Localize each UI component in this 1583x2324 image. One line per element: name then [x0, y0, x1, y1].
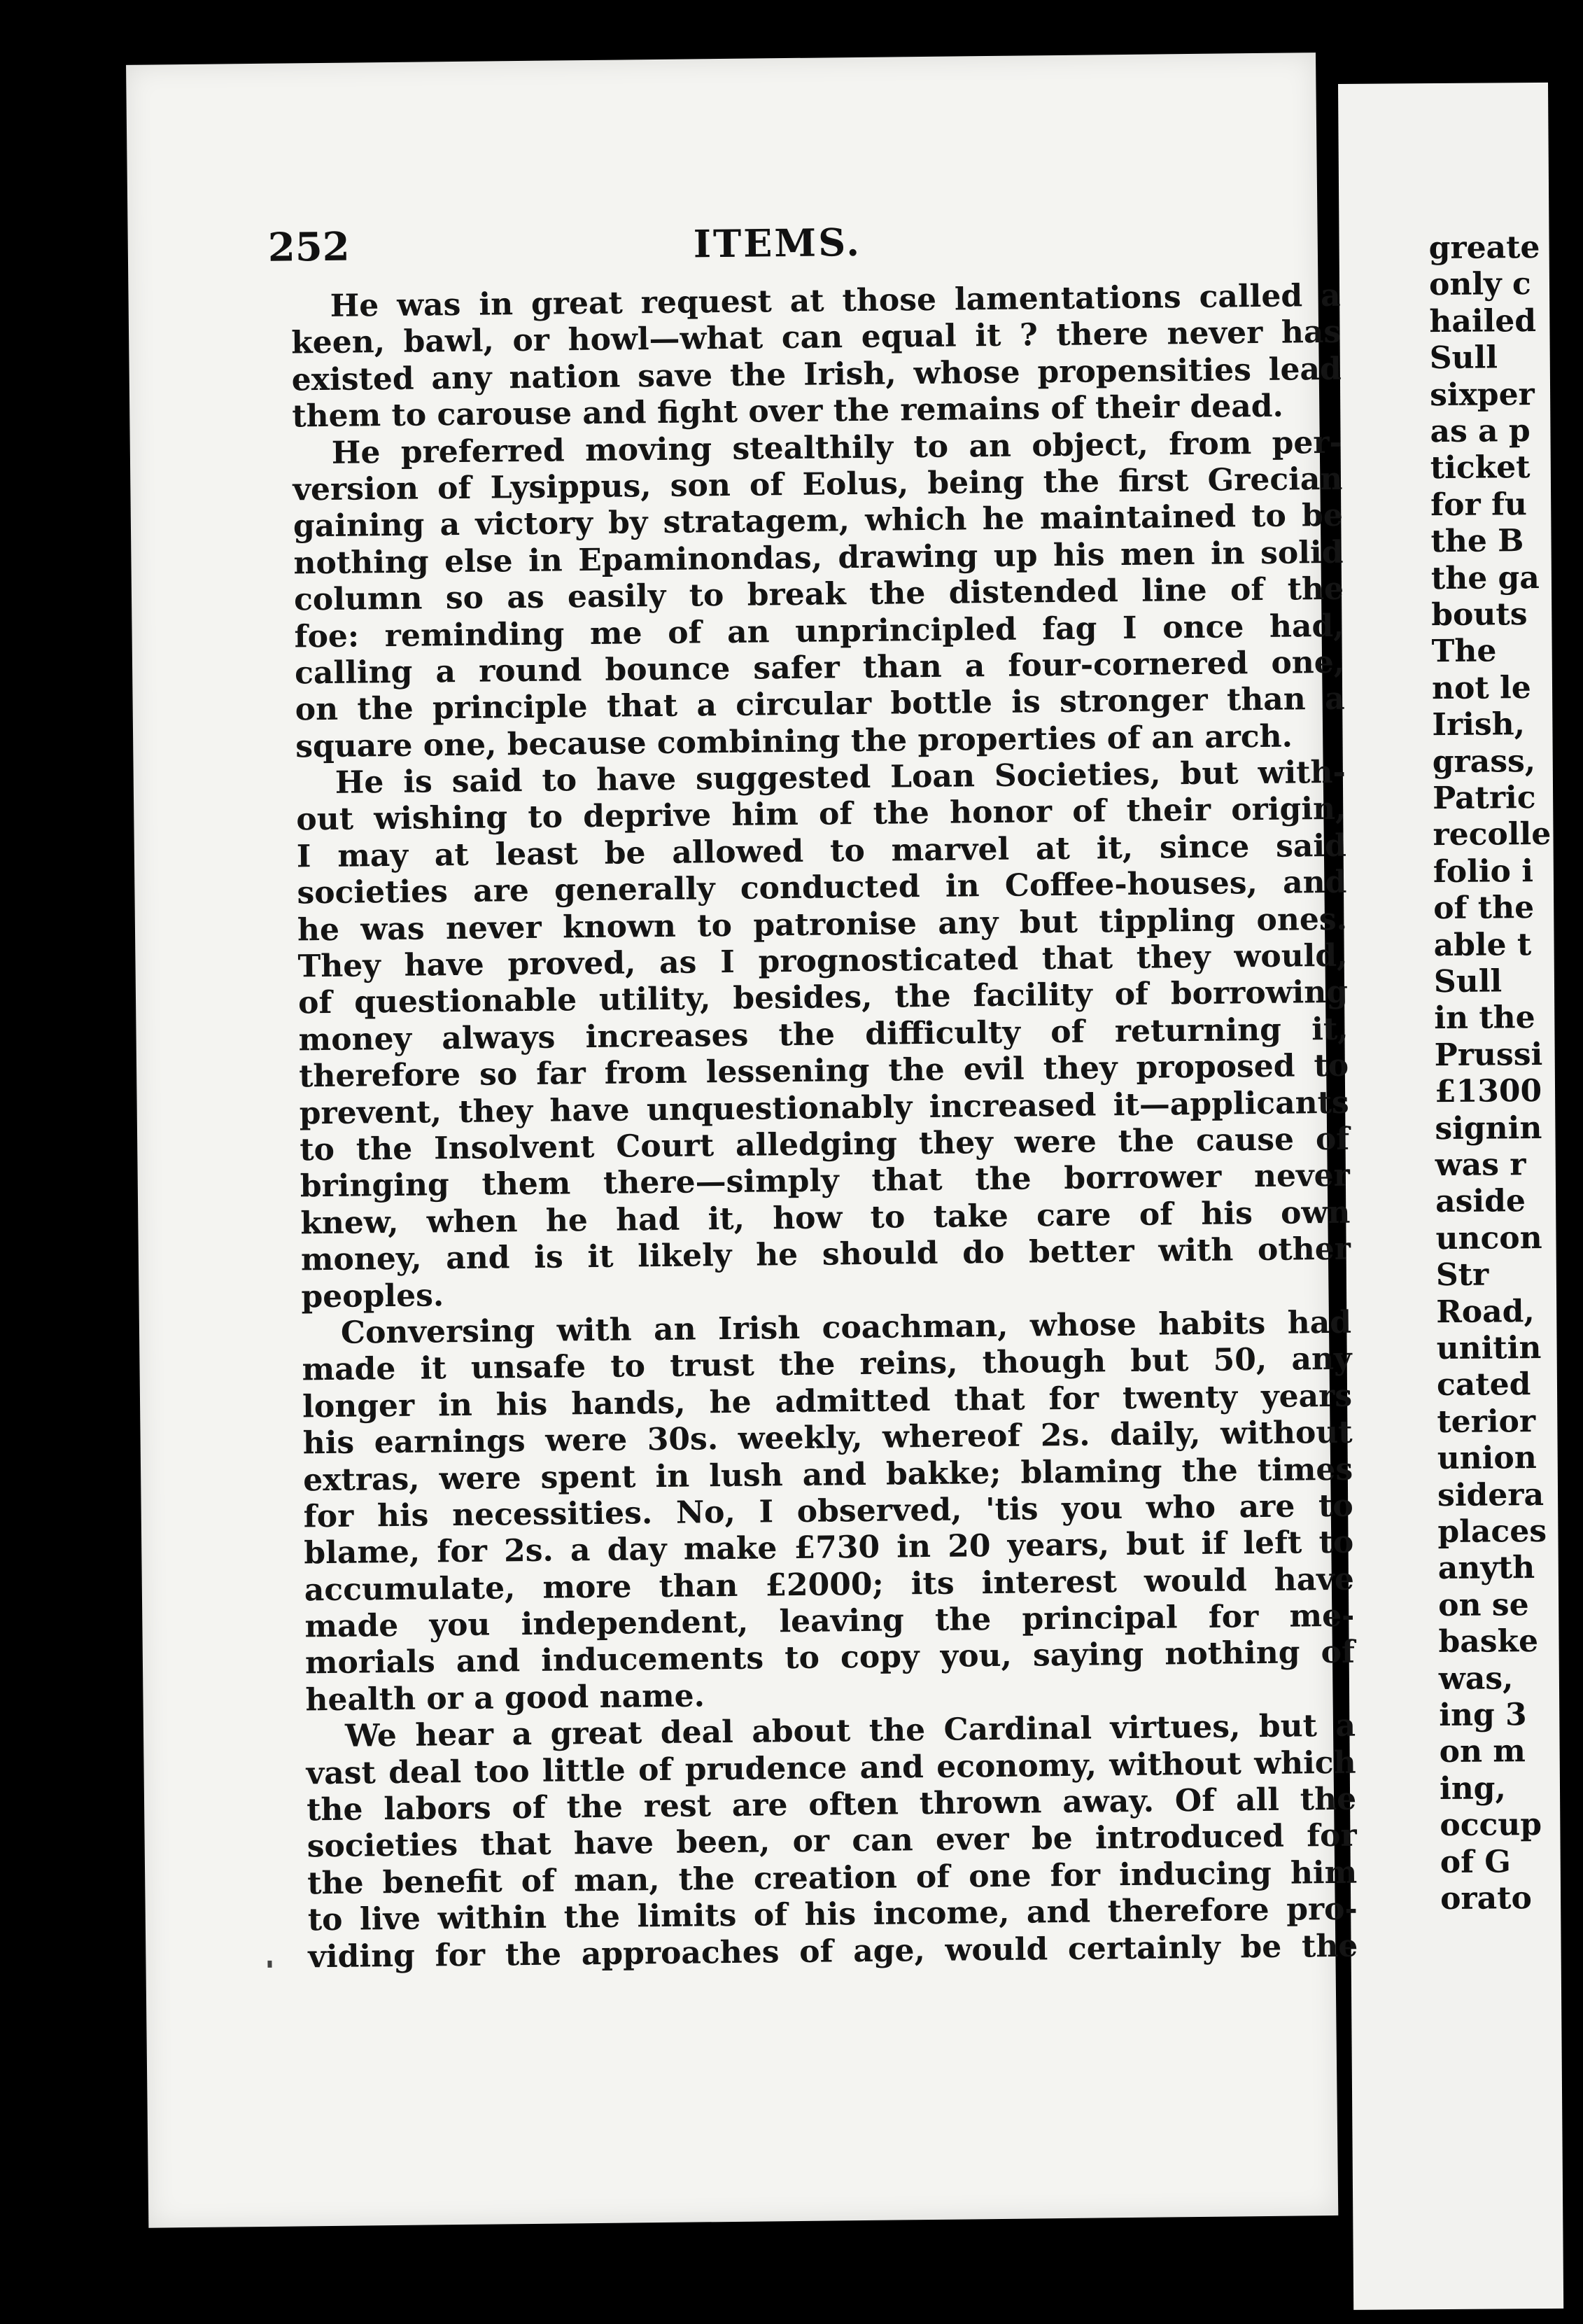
- body-text: [290, 278, 1358, 1976]
- text-line: societies are generally conducted in Coffee-houses, and: [297, 864, 1347, 911]
- text-line: money always increases the difficulty of returning it,: [298, 1011, 1349, 1058]
- page-number: 252: [267, 223, 351, 271]
- adjacent-text-fragment: recolle: [1433, 816, 1552, 853]
- adjacent-text-fragment: Patric: [1432, 780, 1536, 817]
- text-line: his earnings were 30s. weekly, whereof 2s. daily, without: [302, 1414, 1353, 1462]
- text-line: longer in his hands, he admitted that for twenty years: [302, 1378, 1353, 1425]
- text-line: the labors of the rest are often thrown away. Of all the: [306, 1781, 1357, 1828]
- adjacent-text-fragment: was,: [1438, 1660, 1514, 1697]
- adjacent-text-fragment: hailed: [1429, 302, 1537, 340]
- text-line: to live within the limits of his income, and therefore pro-: [307, 1891, 1358, 1938]
- adjacent-text-fragment: grass,: [1432, 743, 1536, 780]
- ink-speck: [267, 1961, 272, 1968]
- adjacent-text-fragment: for fu: [1430, 486, 1528, 523]
- text-line: nothing else in Epaminondas, drawing up his men in solid: [293, 534, 1344, 582]
- adjacent-text-fragment: ticket: [1430, 449, 1531, 486]
- adjacent-text-fragment: orato: [1440, 1880, 1532, 1917]
- text-line: to the Insolvent Court alledging they were the cause of: [300, 1121, 1350, 1168]
- text-line: made it unsafe to trust the reins, though but 50, any: [302, 1340, 1352, 1388]
- adjacent-text-fragment: cated: [1436, 1366, 1531, 1404]
- adjacent-text-fragment: greate: [1428, 229, 1540, 267]
- text-line: keen, bawl, or howl—what can equal it ? there never has: [290, 314, 1342, 361]
- adjacent-text-fragment: signin: [1435, 1110, 1542, 1147]
- text-line: knew, when he had it, how to take care of his own: [300, 1194, 1351, 1242]
- adjacent-text-fragment: ing,: [1439, 1770, 1506, 1807]
- text-line: He was in great request at those lamentations called a: [330, 277, 1341, 324]
- adjacent-text-fragment: on m: [1439, 1733, 1526, 1770]
- text-line: morials and inducements to copy you, saying nothing of: [304, 1634, 1356, 1681]
- adjacent-page: [1338, 83, 1563, 2310]
- adjacent-text-fragment: union: [1437, 1440, 1537, 1477]
- adjacent-text-fragment: sixper: [1429, 376, 1535, 413]
- text-line: accumulate, more than £2000; its interest would have: [304, 1561, 1355, 1609]
- adjacent-text-fragment: occup: [1440, 1807, 1542, 1844]
- adjacent-text-fragment: was r: [1435, 1147, 1526, 1184]
- book-page: [126, 52, 1358, 2228]
- running-head: ITEMS.: [693, 219, 862, 267]
- adjacent-text-fragment: of the: [1433, 890, 1535, 927]
- text-line: health or a good name.: [305, 1678, 705, 1718]
- text-line: for his necessities. No, I observed, 'tis you who are to: [303, 1488, 1353, 1535]
- adjacent-text-fragment: the ga: [1430, 559, 1540, 596]
- text-line: bringing them there—simply that the borrower never: [300, 1158, 1351, 1205]
- text-line: foe: reminding me of an unprincipled fag I once had,: [294, 608, 1344, 654]
- text-line: version of Lysippus, son of Eolus, being the first Grecian: [293, 461, 1343, 508]
- adjacent-text-fragment: Prussi: [1434, 1036, 1543, 1073]
- text-line: them to carouse and fight over the remains of their dead.: [292, 388, 1284, 435]
- adjacent-text-fragment: Str: [1435, 1256, 1489, 1294]
- text-line: blame, for 2s. a day make £730 in 20 years, but if left to: [304, 1524, 1354, 1572]
- text-line: societies that have been, or can ever be introduced for: [307, 1818, 1357, 1865]
- adjacent-text-fragment: anyth: [1437, 1550, 1535, 1587]
- adjacent-text-fragment: The: [1431, 633, 1497, 670]
- adjacent-text-fragment: unitin: [1436, 1330, 1542, 1367]
- adjacent-text-fragment: uncon: [1435, 1219, 1542, 1256]
- text-line: viding for the approaches of age, would certainly be the: [308, 1928, 1358, 1975]
- text-line: of questionable utility, besides, the facility of borrowing: [297, 974, 1349, 1021]
- text-line: They have proved, as I prognosticated that they would,: [297, 937, 1348, 985]
- text-line: out wishing to deprive him of the honor of their origin,: [296, 791, 1346, 838]
- text-line: money, and is it likely he should do better with other: [300, 1231, 1351, 1278]
- text-line: He is said to have suggested Loan Societies, but with-: [335, 754, 1346, 801]
- adjacent-text-fragment: of G: [1440, 1843, 1512, 1880]
- adjacent-text-fragment: not le: [1431, 669, 1531, 706]
- text-line: column so as easily to break the distended line of the: [293, 570, 1344, 618]
- adjacent-text-fragment: the B: [1430, 523, 1524, 560]
- text-line: he was never known to patronise any but tippling ones.: [297, 901, 1348, 948]
- text-line: square one, because combining the properties of an arch.: [295, 718, 1293, 765]
- text-line: Conversing with an Irish coachman, whose habits had: [340, 1304, 1352, 1351]
- adjacent-text-fragment: sidera: [1437, 1476, 1545, 1513]
- adjacent-text-fragment: places: [1437, 1513, 1547, 1550]
- adjacent-text-fragment: baske: [1438, 1623, 1539, 1660]
- adjacent-text-fragment: Road,: [1436, 1293, 1535, 1330]
- text-line: gaining a victory by stratagem, which he maintained to be: [293, 498, 1344, 545]
- text-line: made you independent, leaving the principal for me-: [304, 1597, 1355, 1645]
- text-line: We hear a great deal about the Cardinal virtues, but a: [344, 1707, 1356, 1754]
- adjacent-text-fragment: terior: [1437, 1403, 1536, 1440]
- text-line: prevent, they have unquestionably increased it—applicants: [299, 1084, 1349, 1131]
- adjacent-text-fragment: Sull: [1433, 963, 1503, 1000]
- text-line: therefore so far from lessening the evil they proposed to: [298, 1047, 1349, 1095]
- adjacent-text-fragment: able t: [1433, 926, 1532, 963]
- adjacent-text-fragment: ing 3: [1439, 1697, 1527, 1734]
- text-line: I may at least be allowed to marvel at it, since said: [296, 827, 1347, 875]
- adjacent-text-fragment: in the: [1434, 1000, 1535, 1037]
- text-line: He preferred moving stealthily to an object, from per-: [331, 424, 1343, 471]
- text-line: on the principle that a circular bottle is stronger than a: [295, 681, 1345, 728]
- text-line: peoples.: [301, 1277, 444, 1315]
- text-line: the benefit of man, the creation of one for inducing him: [307, 1854, 1358, 1902]
- adjacent-text-fragment: on se: [1437, 1586, 1529, 1623]
- adjacent-text-fragment: as a p: [1430, 413, 1531, 450]
- text-line: calling a round bounce safer than a four-cornered one,: [294, 644, 1345, 692]
- text-line: vast deal too little of prudence and economy, without which: [306, 1744, 1356, 1791]
- adjacent-text-fragment: folio i: [1433, 853, 1534, 890]
- text-line: existed any nation save the Irish, whose propensities lead: [291, 351, 1342, 398]
- adjacent-text-fragment: Sull: [1429, 340, 1498, 377]
- adjacent-text-fragment: £1300: [1434, 1073, 1542, 1110]
- adjacent-text-fragment: bouts: [1431, 596, 1528, 634]
- adjacent-text-fragment: only c: [1428, 266, 1531, 303]
- adjacent-text-fragment: aside: [1435, 1183, 1526, 1220]
- text-line: extras, were spent in lush and bakke; blaming the times: [302, 1451, 1353, 1498]
- adjacent-text-fragment: Irish,: [1432, 706, 1526, 743]
